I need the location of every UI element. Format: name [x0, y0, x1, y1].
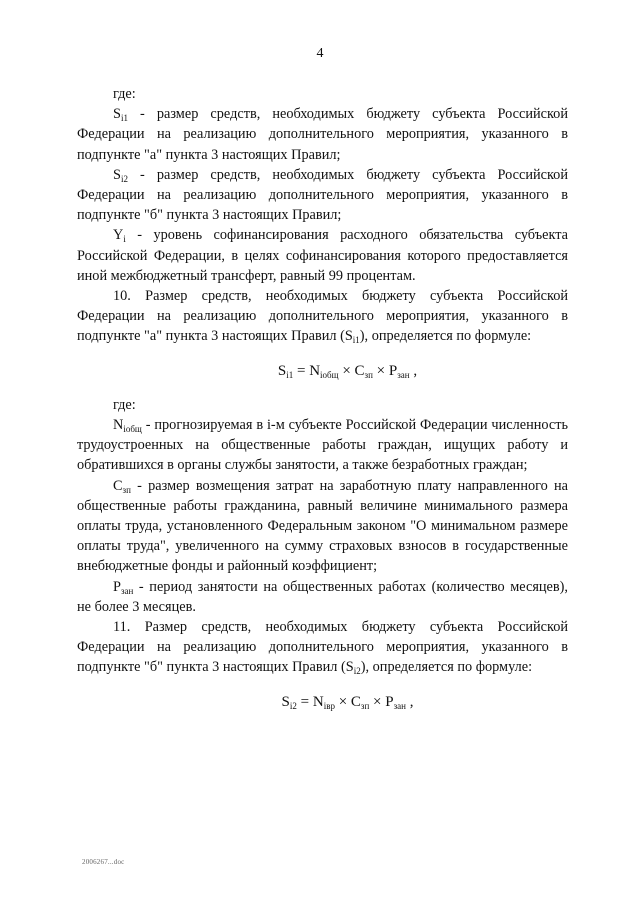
paragraph-11: 11. Размер средств, необходимых бюджету субъекта Российской Федерации на реализацию дополнительного мероприятия, указанного в подпункте "б" пункта 3 настоящих Правил $(S_{i2})$, определяется по формуле: — [77, 619, 568, 677]
definition-yi: $Y_i$ - уровень софинансирования расходного обязательства субъекта Российской Федерации, в целях софинансирования которого предоставляется иной межбюджетный трансферт, равный 99 процентам. — [77, 227, 568, 284]
formula-si2: $S_{i2} = N_{iвр} \times C_{зп} \times P_{зан}$ , — [281, 693, 414, 711]
where-label-1: где: — [113, 86, 136, 102]
definition-si1: $S_{i1}$ - размер средств, необходимых бюджету субъекта Российской Федерации на реализацию дополнительного мероприятия, указанного в подпункте "а" пункта 3 настоящих Правил; — [77, 106, 568, 163]
formula-si1: $S_{i1} = N_{iобщ} \times C_{зп} \times P_{зан}$ , — [277, 362, 418, 380]
document-body — [77, 84, 568, 726]
definition-si2: $S_{i2}$ - размер средств, необходимых бюджету субъекта Российской Федерации на реализацию дополнительного мероприятия, указанного в подпункте "б" пункта 3 настоящих Правил; — [77, 166, 568, 224]
where-label-2: где: — [113, 396, 136, 413]
definition-c: $C_{зп}$ - размер возмещения затрат на заработную плату направленного на общественные работы гражданина, равный величине минимального размера оплаты труда, установленного Федеральным законом "О минимальном размере оплаты труда", увеличенного на сумму страховых взносов в государственные внебюджетные фонды и районный коэффициент; — [77, 477, 568, 575]
paragraph-10: 10. Размер средств, необходимых бюджету субъекта Российской Федерации на реализацию дополнительного мероприятия, указанного в подпункте "а" пункта 3 настоящих Правил $(S_{i1})$, определяется по формуле: — [77, 288, 568, 346]
page-number: 4 — [316, 46, 324, 61]
definition-p: $P_{зан}$ - период занятости на общественных работах (количество месяцев), не более 3 месяцев. — [77, 578, 568, 615]
file-name-footer: 2006267...doc — [82, 858, 125, 866]
definition-n: $N_{iобщ}$ - прогнозируемая в i-м субъекте Российской Федерации численность трудоустроенных на общественные работы граждан, ищущих работу и обратившихся в органы службы занятости, а также безработных граждан; — [77, 417, 568, 474]
